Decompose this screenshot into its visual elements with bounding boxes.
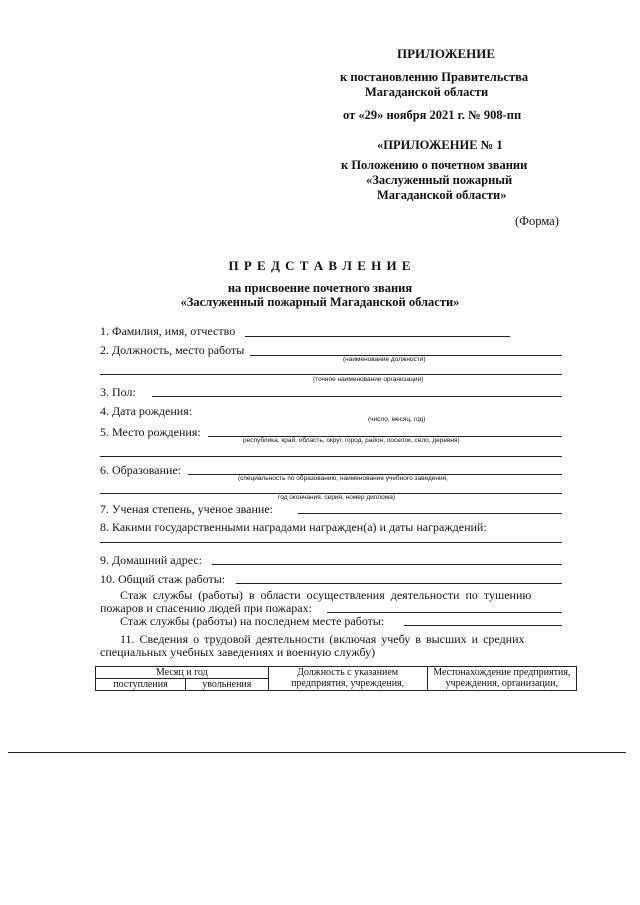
- table-header-position-line-2: предприятия, учреждения,: [291, 678, 405, 689]
- field-awards-line[interactable]: [100, 542, 562, 543]
- field-education-hint-2: год окончания, серия, номер диплома): [278, 494, 396, 501]
- document-title: П Р Е Д С Т А В Л Е Н И Е: [228, 258, 412, 273]
- document-subtitle-1: на присвоение почетного звания: [227, 281, 413, 295]
- table-header-admission: поступления: [96, 679, 186, 691]
- table-header-month-year: Месяц и год: [96, 667, 269, 679]
- field-position-label: 2. Должность, место работы: [100, 343, 245, 357]
- regulation-line-1: к Положению о почетном звании: [341, 158, 528, 172]
- regulation-line-2: «Заслуженный пожарный: [366, 173, 513, 187]
- field-address-line[interactable]: [212, 564, 562, 565]
- table-header-position-line-1: Должность с указанием: [297, 667, 399, 678]
- field-organization-hint: (точное наименование организации): [313, 376, 424, 383]
- field-degree-label: 7. Ученая степень, ученое звание:: [100, 502, 273, 516]
- field-total-service-line[interactable]: [236, 583, 562, 584]
- resolution-date-number: от «29» ноября 2021 г. № 908-пп: [343, 108, 522, 122]
- field-birth-place-hint: республика, край, область, округ, город, район, поселок, село, деревня): [243, 437, 460, 444]
- resolution-line-2: Магаданской области: [365, 85, 489, 99]
- table-header-location-line-1: Местонахождение предприятия,: [433, 667, 571, 678]
- service-last-place-label: Стаж службы (работы) на последнем месте работы:: [120, 614, 385, 628]
- table-header-position: [268, 667, 427, 691]
- form-label: (Форма): [515, 214, 559, 228]
- service-firefighting-text-2: пожаров и спасению людей при пожарах:: [100, 601, 312, 615]
- service-last-place-line[interactable]: [404, 625, 562, 626]
- field-address-label: 9. Домашний адрес:: [100, 553, 203, 567]
- field-sex-label: 3. Пол:: [100, 385, 136, 399]
- field-full-name-line[interactable]: [245, 336, 510, 337]
- table-header-location: [427, 667, 576, 691]
- page-separator: [8, 752, 626, 753]
- work-history-table: [95, 666, 577, 691]
- appendix-1-heading: «ПРИЛОЖЕНИЕ № 1: [377, 138, 503, 152]
- field-awards-label: 8. Какими государственными наградами награжден(а) и даты награждений:: [100, 520, 487, 534]
- field-work-history-text-1: 11. Сведения о трудовой деятельности (включая учебу в высших и средних: [120, 632, 525, 646]
- field-organization-line[interactable]: [100, 374, 562, 375]
- table-header-dismissal: увольнения: [186, 679, 269, 691]
- field-total-service-label: 10. Общий стаж работы:: [100, 572, 226, 586]
- field-sex-line[interactable]: [152, 396, 562, 397]
- appendix-heading: ПРИЛОЖЕНИЕ: [397, 46, 496, 61]
- service-firefighting-text-1: Стаж службы (работы) в области осуществления деятельности по тушению: [120, 588, 532, 602]
- field-position-hint: (наименование должности): [343, 356, 426, 363]
- regulation-line-3: Магаданской области»: [377, 188, 507, 202]
- field-full-name-label: 1. Фамилия, имя, отчество: [100, 324, 236, 338]
- field-education-label: 6. Образование:: [100, 463, 182, 477]
- field-work-history-text-2: специальных учебных заведениях и военную службу): [100, 645, 376, 659]
- field-education-hint-1: (специальность по образованию, наименование учебного заведения,: [238, 475, 448, 482]
- field-birth-date-hint: (число, месяц, год): [368, 416, 426, 423]
- document-subtitle-2: «Заслуженный пожарный Магаданской области»: [180, 295, 460, 309]
- table-header-location-line-2: учреждения, организации,: [445, 678, 559, 689]
- field-birth-place-label: 5. Место рождения:: [100, 425, 201, 439]
- service-firefighting-line[interactable]: [327, 612, 562, 613]
- resolution-line-1: к постановлению Правительства: [340, 70, 529, 84]
- field-birth-place-line-2[interactable]: [100, 456, 562, 457]
- field-degree-line[interactable]: [298, 513, 562, 514]
- field-birth-date-label: 4. Дата рождения:: [100, 404, 193, 418]
